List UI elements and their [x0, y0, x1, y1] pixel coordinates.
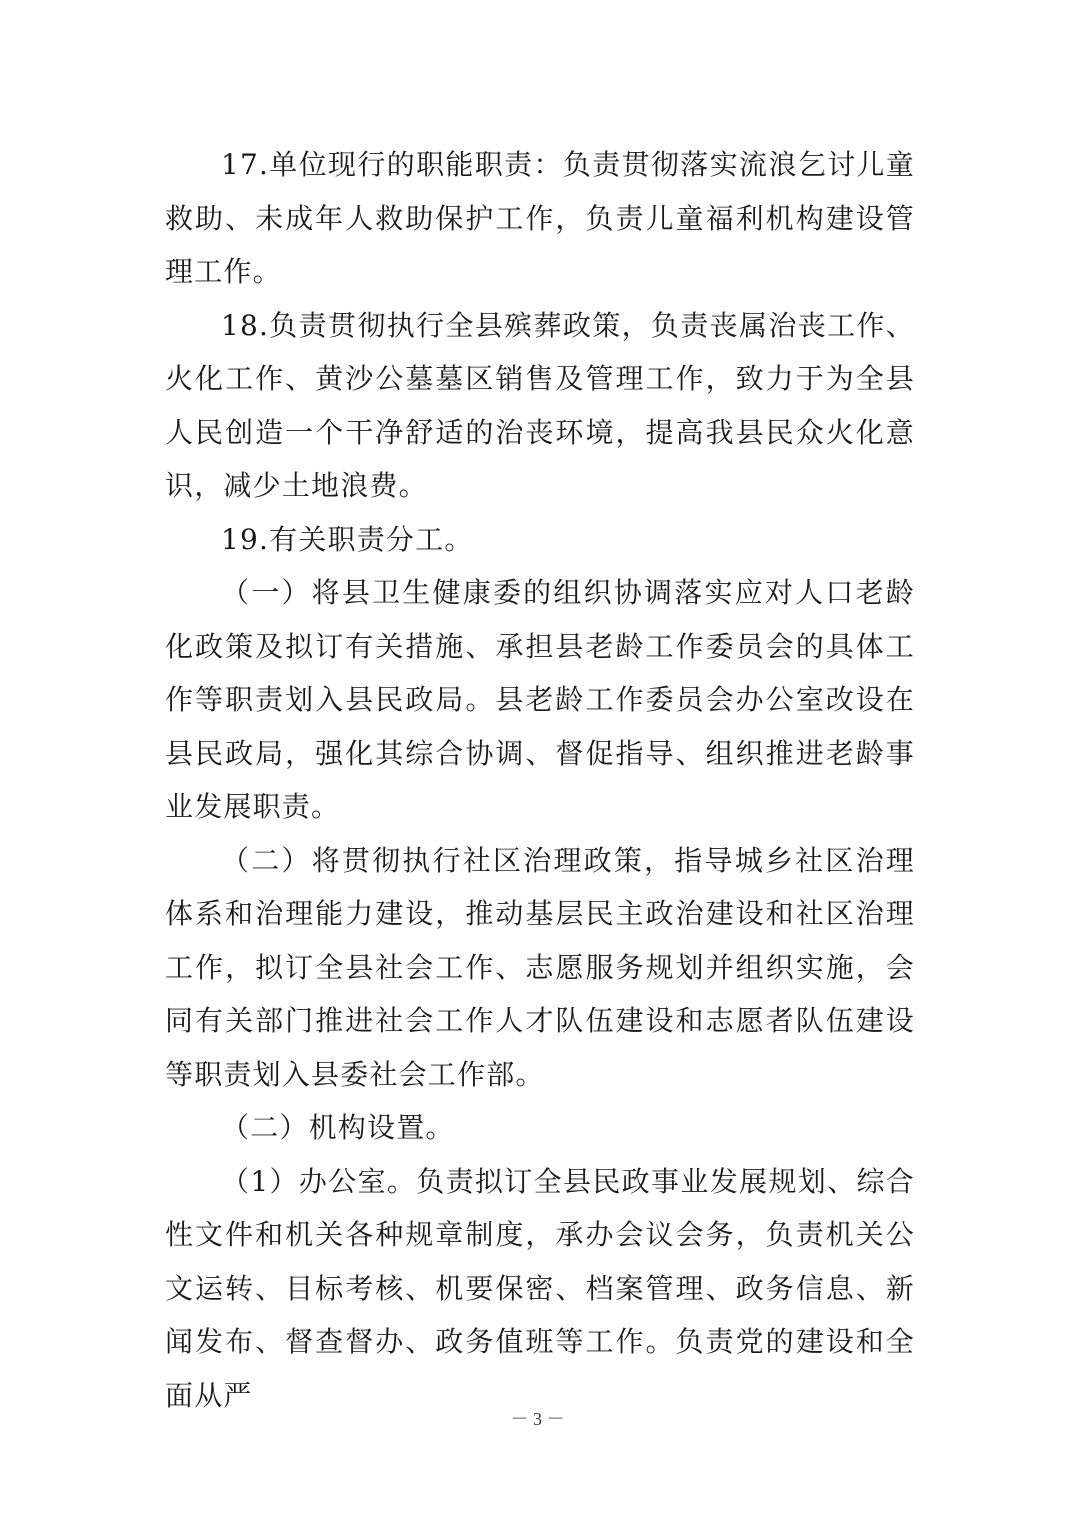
paragraph-division-two: （二）将贯彻执行社区治理政策，指导城乡社区治理体系和治理能力建设，推动基层民主政治建设和社区治理工作，拟订全县社会工作、志愿服务规划并组织实施，会同有关部门推进社会工作人才队伍建设和志愿者队伍建设等职责划入县委社会工作部。: [165, 843, 915, 1091]
paragraph-18-funeral-policy: 18.负责贯彻执行全县殡葬政策，负责丧属治丧工作、火化工作、黄沙公墓墓区销售及管理工作，致力于为全县人民创造一个干净舒适的治丧环境，提高我县民众火化意识，减少土地浪费。: [165, 308, 915, 502]
paragraph-17-duties: 17.单位现行的职能职责：负责贯彻落实流浪乞讨儿童救助、未成年人救助保护工作，负责儿童福利机构建设管理工作。: [165, 148, 915, 288]
section-heading-organization: （二）机构设置。: [221, 1111, 455, 1144]
document-body: [165, 138, 915, 1422]
paragraph-office: （1）办公室。负责拟订全县民政事业发展规划、综合性文件和机关各种规章制度，承办会议会务，负责机关公文运转、目标考核、机要保密、档案管理、政务信息、新闻发布、督查督办、政务值班等工作。负责党的建设和全面从严: [165, 1164, 915, 1412]
paragraph-division-one: （一）将县卫生健康委的组织协调落实应对人口老龄化政策及拟订有关措施、承担县老龄工作委员会的具体工作等职责划入县民政局。县老龄工作委员会办公室改设在县民政局，强化其综合协调、督促指导、组织推进老龄事业发展职责。: [165, 576, 915, 823]
paragraph-19-responsibility-division: 19.有关职责分工。: [221, 522, 474, 556]
page-number: － 3 －: [510, 1409, 565, 1429]
